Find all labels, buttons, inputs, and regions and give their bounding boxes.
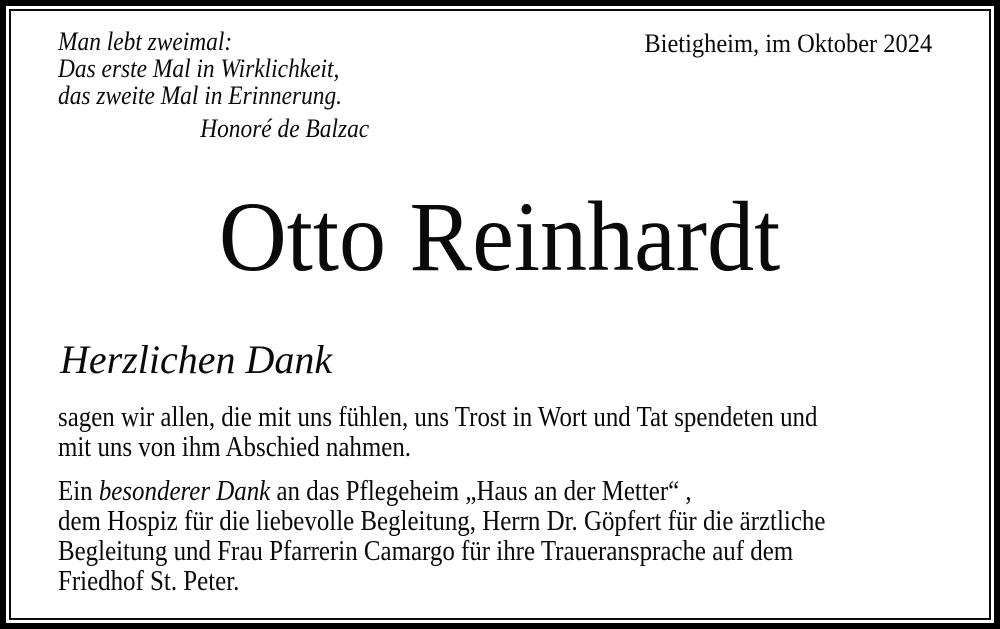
paragraph-line: Friedhof St. Peter. [58,566,240,597]
deceased-name: Otto Reinhardt [219,181,781,292]
line-prefix: Ein [58,476,99,507]
paragraph-general-thanks [58,403,817,463]
line-suffix: an das Pflegeheim „Haus an der Metter“ , [270,476,692,507]
quote-line: Das erste Mal in Wirklichkeit, [58,54,340,83]
paragraph-line: Begleitung und Frau Pfarrerin Camargo für ihre Traueransprache auf dem [58,536,794,567]
quote-attribution: Honoré de Balzac [200,114,370,143]
quote-line: Man lebt zweimal: [58,27,233,56]
paragraph-special-thanks [58,477,825,597]
emphasized-thanks: besonderer Dank [98,476,271,507]
quote-line: das zweite Mal in Erinnerung. [58,81,343,110]
memorial-quote [58,28,369,142]
paragraph-line [58,477,825,507]
inner-frame [9,9,991,620]
thanks-heading: Herzlichen Dank [60,337,333,382]
paragraph-line: dem Hospiz für die liebevolle Begleitung, Herrn Dr. Göpfert für die ärztliche [58,506,826,537]
paragraph-line: mit uns von ihm Abschied nahmen. [58,432,412,463]
paragraph-line: sagen wir allen, die mit uns fühlen, uns Trost in Wort und Tat spendeten und [58,402,818,433]
place-dateline: Bietigheim, im Oktober 2024 [644,29,932,58]
deceased-name-row [11,181,989,292]
